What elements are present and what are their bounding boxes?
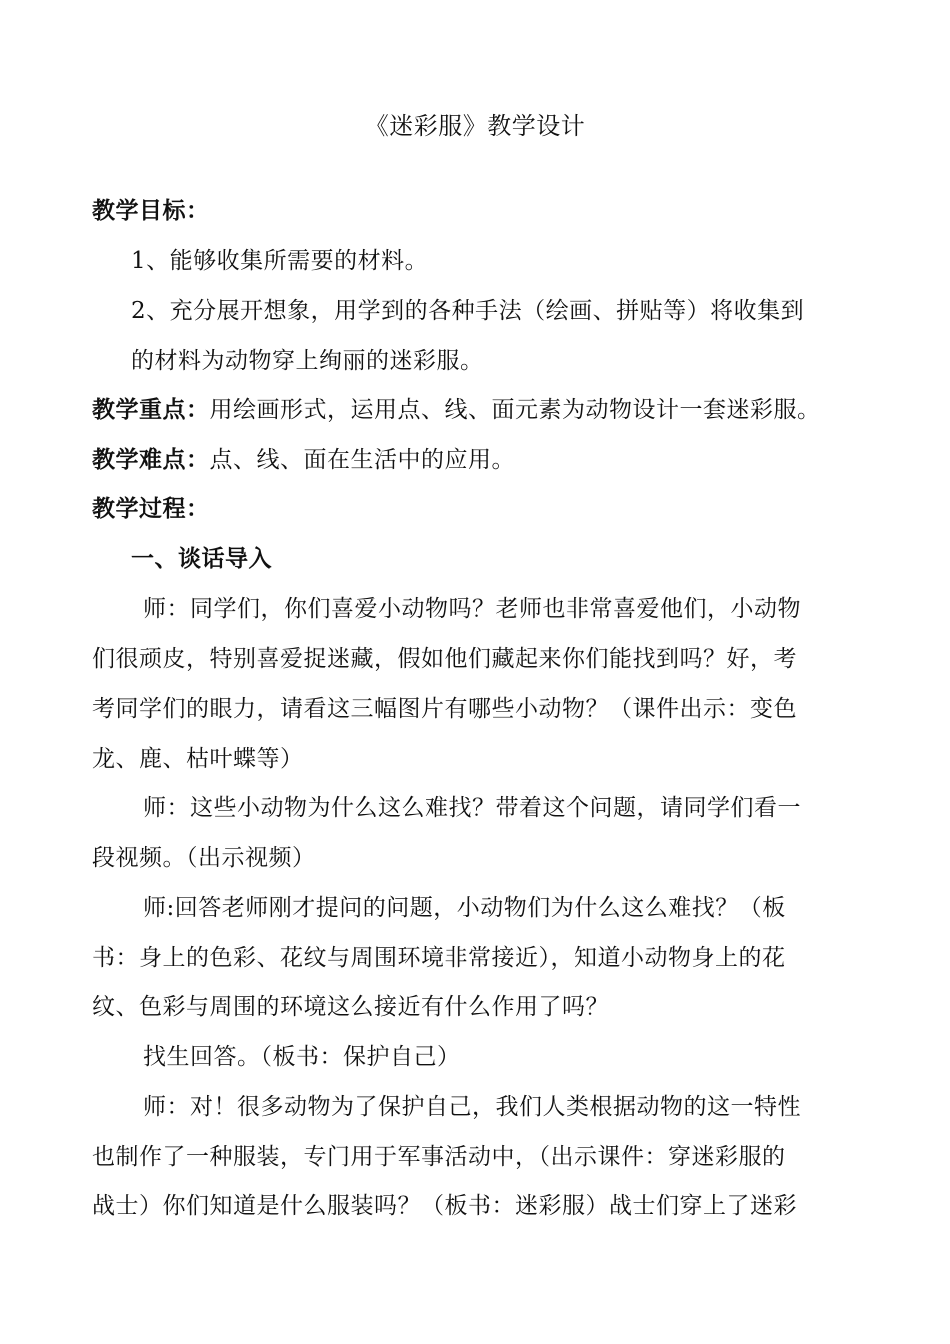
key-point-label: 教学重点： [92, 397, 210, 423]
difficulty-label: 教学难点： [92, 447, 210, 473]
paragraph-line: 师：对！很多动物为了保护自己，我们人类根据动物的这一特性 [143, 1094, 801, 1120]
objective-item-2-line-2: 的材料为动物穿上绚丽的迷彩服。 [131, 348, 484, 374]
paragraph-line: 纹、色彩与周围的环境这么接近有什么作用了吗？ [92, 994, 609, 1020]
paragraph-line: 师：这些小动物为什么这么难找？带着这个问题，请同学们看一 [143, 795, 801, 821]
paragraph-line: 师:回答老师刚才提问的问题，小动物们为什么这么难找？（板 [143, 895, 786, 921]
paragraph-line: 战士）你们知道是什么服装吗？（板书：迷彩服）战士们穿上了迷彩 [92, 1193, 797, 1219]
paragraph-line: 师：同学们，你们喜爱小动物吗？老师也非常喜爱他们，小动物 [143, 596, 801, 622]
paragraph-line: 段视频。（出示视频） [92, 845, 316, 871]
objective-item-2-line-1: 2、充分展开想象，用学到的各种手法（绘画、拼贴等）将收集到 [131, 298, 805, 324]
paragraph-line: 找生回答。（板书：保护自己） [143, 1044, 461, 1070]
paragraph-line: 考同学们的眼力，请看这三幅图片有哪些小动物？（课件出示：变色 [92, 696, 797, 722]
paragraph-line: 书：身上的色彩、花纹与周围环境非常接近），知道小动物身上的花 [92, 945, 786, 971]
key-point-line [92, 395, 821, 425]
document-title: 《迷彩服》教学设计 [364, 112, 586, 140]
section-1-heading: 一、谈话导入 [131, 546, 272, 572]
objective-item-1: 1、能够收集所需要的材料。 [131, 248, 429, 274]
difficulty-text: 点、线、面在生活中的应用。 [209, 447, 515, 473]
objectives-heading: 教学目标： [92, 198, 210, 224]
difficulty-line [92, 445, 515, 475]
paragraph-line: 龙、鹿、枯叶蝶等） [92, 746, 304, 772]
paragraph-line: 们很顽皮，特别喜爱捉迷藏，假如他们藏起来你们能找到吗？好，考 [92, 646, 797, 672]
process-heading: 教学过程： [92, 496, 210, 522]
key-point-text: 用绘画形式，运用点、线、面元素为动物设计一套迷彩服。 [209, 397, 821, 423]
paragraph-line: 也制作了一种服装，专门用于军事活动中，（出示课件：穿迷彩服的 [92, 1144, 786, 1170]
